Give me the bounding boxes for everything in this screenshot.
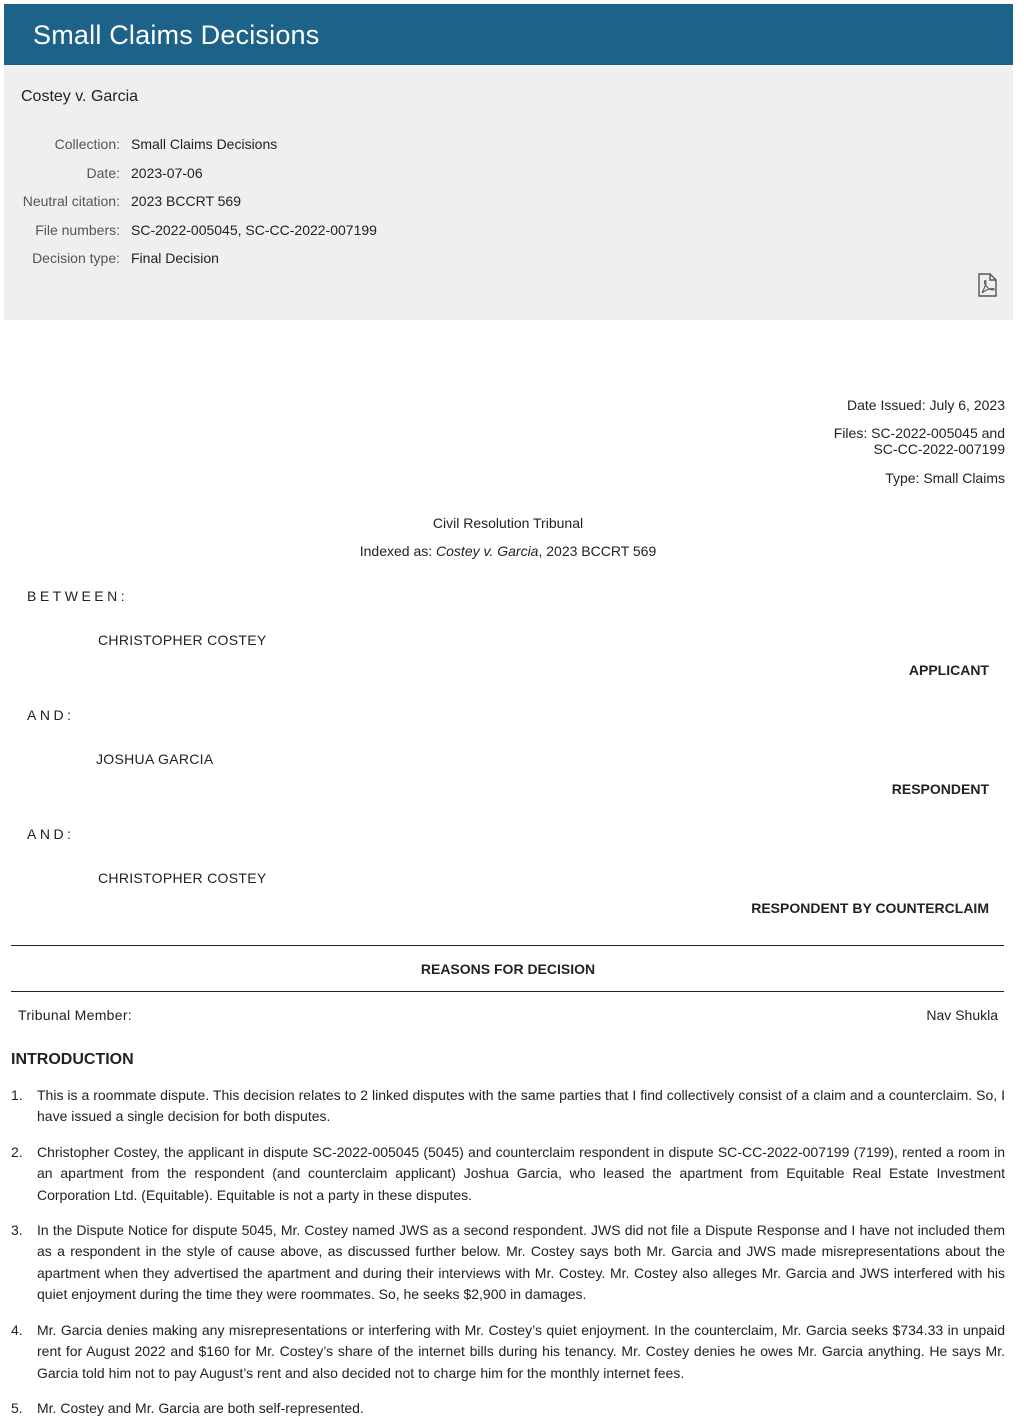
meta-label: Neutral citation: xyxy=(22,193,120,209)
and-label: AND: xyxy=(27,826,75,842)
paragraph-text: This is a roommate dispute. This decision relates to 2 linked disputes with the same parties that I find collectively consist of a claim and a counterclaim. So, I have issued a single decision for both disputes. xyxy=(37,1087,1005,1125)
tribunal-name: Civil Resolution Tribunal xyxy=(432,515,584,531)
divider xyxy=(11,991,1004,992)
paragraph-text: Mr. Costey and Mr. Garcia are both self-represented. xyxy=(37,1400,364,1416)
pdf-download-icon[interactable] xyxy=(976,273,998,297)
paragraph xyxy=(11,1142,1005,1206)
paragraph-text: In the Dispute Notice for dispute 5045, Mr. Costey named JWS as a second respondent. JWS did not file a Dispute Response and I have not included them as a respondent in the style of cause above, as discussed further below. Mr. Costey says both Mr. Garcia and JWS made misrepresentations about the apartment when they advertised the apartment and during their interviews with Mr. Costey. Mr. Costey also alleges Mr. Garcia and JWS interfered with his quiet enjoyment during the time they were roommates. So, he seeks $2,900 in damages. xyxy=(37,1222,1005,1302)
meta-value: SC-2022-005045, SC-CC-2022-007199 xyxy=(131,222,377,238)
meta-label: File numbers: xyxy=(35,222,120,238)
paragraph xyxy=(11,1398,1005,1419)
indexed-as xyxy=(0,543,1016,559)
meta-value: Small Claims Decisions xyxy=(131,136,278,152)
paragraph-number: 2. xyxy=(11,1144,23,1160)
meta-value: Final Decision xyxy=(131,250,219,266)
files-line-2: SC-CC-2022-007199 xyxy=(873,441,1005,457)
site-header xyxy=(4,4,1013,65)
paragraph-text: Christopher Costey, the applicant in dispute SC-2022-005045 (5045) and counterclaim respondent in dispute SC-CC-2022-007199 (7199), rented a room in an apartment from the respondent (and counterclaim applicant) Joshua Garcia, who leased the apartment from Equitable Real Estate Investment Corporation Ltd. (Equitable). Equitable is not a party in these disputes. xyxy=(37,1144,1005,1203)
decision-metadata-panel xyxy=(4,65,1013,320)
and-label: AND: xyxy=(27,707,75,723)
meta-label: Date: xyxy=(86,165,120,181)
tribunal-member-label: Tribunal Member: xyxy=(18,1007,132,1023)
indexed-suffix: , 2023 BCCRT 569 xyxy=(538,543,657,559)
tribunal-member-name: Nav Shukla xyxy=(926,1007,998,1023)
date-issued: Date Issued: July 6, 2023 xyxy=(847,397,1005,413)
files-line-1: Files: SC-2022-005045 and xyxy=(833,425,1005,441)
decision-type-line: Type: Small Claims xyxy=(885,470,1005,486)
role-applicant: APPLICANT xyxy=(908,662,989,678)
site-title: Small Claims Decisions xyxy=(33,20,320,50)
paragraph xyxy=(11,1220,1005,1305)
meta-value: 2023-07-06 xyxy=(131,165,203,181)
indexed-prefix: Indexed as: xyxy=(359,543,437,559)
paragraph xyxy=(11,1085,1005,1128)
party-counterclaim-name: CHRISTOPHER COSTEY xyxy=(98,870,267,886)
paragraph xyxy=(11,1320,1005,1384)
paragraph-number: 3. xyxy=(11,1222,23,1238)
meta-label: Decision type: xyxy=(32,250,120,266)
case-title: Costey v. Garcia xyxy=(21,88,139,105)
introduction-heading: INTRODUCTION xyxy=(11,1051,134,1068)
meta-value: 2023 BCCRT 569 xyxy=(131,193,241,209)
paragraph-number: 1. xyxy=(11,1087,23,1103)
divider xyxy=(11,945,1004,946)
role-respondent-by-counterclaim: RESPONDENT BY COUNTERCLAIM xyxy=(751,900,989,916)
party-respondent-name: JOSHUA GARCIA xyxy=(96,751,214,767)
between-label: BETWEEN: xyxy=(27,588,129,604)
party-applicant-name: CHRISTOPHER COSTEY xyxy=(98,632,267,648)
meta-label: Collection: xyxy=(54,136,120,152)
paragraph-number: 4. xyxy=(11,1322,23,1338)
reasons-heading: REASONS FOR DECISION xyxy=(420,961,596,977)
role-respondent: RESPONDENT xyxy=(891,781,989,797)
indexed-case-name: Costey v. Garcia xyxy=(436,543,539,559)
paragraph-text: Mr. Garcia denies making any misrepresentations or interfering with Mr. Costey’s quiet enjoyment. In the counterclaim, Mr. Garcia seeks $734.33 in unpaid rent for August 2022 and $160 for Mr. Costey’s share of the internet bills during his tenancy. Mr. Costey denies he owes Mr. Garcia anything. He says Mr. Garcia told him not to pay August’s rent and also decided not to charge him for the monthly internet fees. xyxy=(37,1322,1005,1381)
paragraph-number: 5. xyxy=(11,1400,23,1416)
